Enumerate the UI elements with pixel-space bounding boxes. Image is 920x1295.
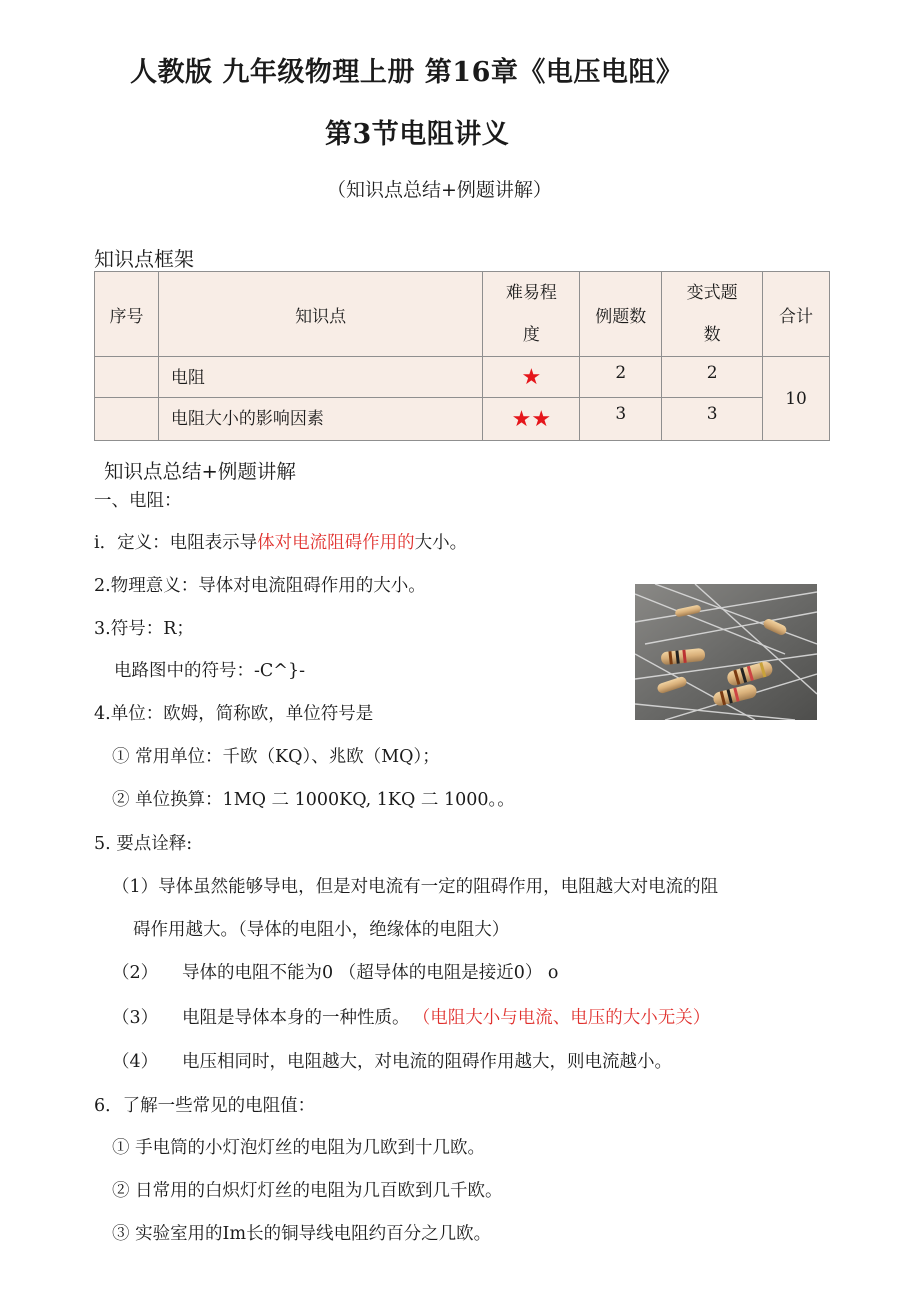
point-1-line-2: 碍作用越大。（导体的电阻小，绝缘体的电阻大）	[133, 920, 510, 940]
difficulty-star-icon: ★★	[511, 406, 552, 432]
header-difficulty-line1: 难易程	[505, 283, 557, 303]
header-difficulty-line2: 度	[522, 325, 540, 345]
resistor-illustration	[635, 584, 817, 720]
row-stars	[483, 398, 580, 441]
document-subtitle: 第3节电阻讲义	[325, 119, 510, 150]
row-examples: 3	[580, 398, 662, 441]
header-variants-line1: 变式题	[686, 283, 738, 303]
point-2-text: 导体的电阻不能为0 （超导体的电阻是接近0） o	[182, 963, 559, 983]
header-point: 知识点	[158, 272, 482, 357]
row-seq	[95, 398, 159, 441]
header-variants	[662, 272, 763, 357]
row-variants: 3	[662, 398, 763, 441]
table-header-row	[95, 272, 830, 357]
meaning-line: 2.物理意义：导体对电流阻碍作用的大小。	[94, 576, 426, 596]
point-4-number: （4）	[112, 1052, 159, 1072]
definition-highlight: 体对电流阻碍作用的	[257, 533, 415, 553]
header-seq: 序号	[95, 272, 159, 357]
resistors-photo	[635, 584, 817, 720]
table-row	[95, 398, 830, 441]
document-subtitle-note: （知识点总结+例题讲解）	[327, 179, 552, 201]
point-3-number: （3）	[112, 1008, 159, 1028]
point-4-text: 电压相同时，电阻越大，对电流的阻碍作用越大，则电流越小。	[182, 1052, 672, 1072]
point-3-highlight: （电阻大小与电流、电压的大小无关）	[421, 1008, 711, 1028]
point-3-line	[182, 1010, 710, 1028]
section-heading: 一、电阻：	[94, 491, 182, 511]
point-1-line-1: （1）导体虽然能够导电，但是对电流有一定的阻碍作用，电阻越大对电流的阻	[112, 877, 719, 897]
unit-conversion-line: ② 单位换算：1MQ 二 1000KQ, 1KQ 二 1000。。	[112, 790, 515, 810]
definition-suffix: 大小。	[414, 533, 468, 553]
row-variants: 2	[662, 357, 763, 398]
header-examples: 例题数	[580, 272, 662, 357]
row-stars	[483, 357, 580, 398]
common-value-2: ② 日常用的白炽灯灯丝的电阻为几百欧到几千欧。	[112, 1181, 503, 1201]
common-value-1: ① 手电筒的小灯泡灯丝的电阻为几欧到十几欧。	[112, 1138, 486, 1158]
row-point: 电阻	[158, 357, 482, 398]
knowledge-table	[94, 271, 830, 441]
unit-common-line: ① 常用单位：千欧（KQ）、兆欧（MQ）；	[112, 747, 440, 767]
difficulty-star-icon: ★	[521, 364, 542, 390]
row-examples: 2	[580, 357, 662, 398]
row-point: 电阻大小的影响因素	[158, 398, 482, 441]
total-cell: 10	[763, 357, 830, 441]
unit-line: 4.单位：欧姆，简称欧，单位符号是	[94, 704, 374, 724]
table-row	[95, 357, 830, 398]
point-2-number: （2）	[112, 963, 159, 983]
point-3-text: 电阻是导体本身的一种性质。	[182, 1008, 410, 1028]
common-values-heading: 6．了解一些常见的电阻值：	[94, 1096, 316, 1116]
summary-heading: 知识点总结+例题讲解	[104, 460, 296, 483]
common-value-3: ③ 实验室用的Im长的铜导线电阻约百分之几欧。	[112, 1224, 492, 1244]
row-seq	[95, 357, 159, 398]
header-difficulty	[483, 272, 580, 357]
points-heading: 5. 要点诠释:	[94, 834, 193, 854]
definition-line	[94, 535, 467, 553]
header-total: 合计	[763, 272, 830, 357]
document-title: 人教版 九年级物理上册 第16章《电压电阻》	[130, 57, 684, 88]
header-variants-line2: 数	[703, 325, 721, 345]
definition-prefix: i．定义：电阻表示导	[94, 533, 258, 553]
framework-heading: 知识点框架	[94, 247, 194, 271]
circuit-symbol-line: 电路图中的符号：-C^}-	[114, 661, 306, 681]
symbol-line: 3.符号：R；	[94, 619, 194, 639]
